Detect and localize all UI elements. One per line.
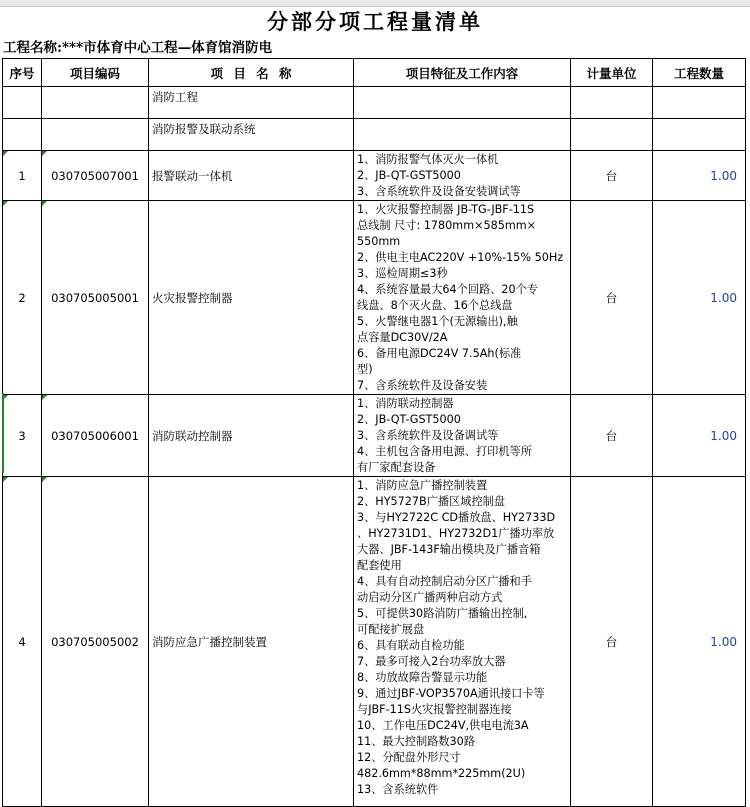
desc-line: 型) <box>357 363 373 376</box>
table-row <box>3 119 746 151</box>
desc-line: 线盘、8个灭火盘、16个总线盘 <box>357 299 513 312</box>
table-row <box>3 477 746 807</box>
desc-line: 2、供电主电AC220V +10%-15% 50Hz <box>357 251 564 264</box>
header-desc[interactable]: 项目特征及工作内容 <box>354 59 571 87</box>
desc-line: 9、通过JBF-VOP3570A通讯接口卡等 <box>357 687 545 700</box>
desc-line: 配套使用 <box>357 559 402 572</box>
table-row <box>3 395 746 477</box>
seq-cell[interactable]: 3 <box>3 395 42 477</box>
desc-line: 1、火灾报警控制器 JB-TG-JBF-11S <box>357 203 535 216</box>
desc-line: 6、备用电源DC24V 7.5Ah(标准 <box>357 347 522 360</box>
header-unit[interactable]: 计量单位 <box>571 59 653 87</box>
qty-cell[interactable]: 1.00 <box>653 395 746 477</box>
seq-cell[interactable] <box>3 87 42 119</box>
desc-cell[interactable] <box>354 477 571 807</box>
unit-cell[interactable] <box>571 119 653 151</box>
desc-line: 3、巡检周期≤3秒 <box>357 267 448 280</box>
seq-cell[interactable]: 1 <box>3 151 42 201</box>
project-name: 工程名称:***市体育中心工程—体育馆消防电 <box>3 40 273 56</box>
desc-cell[interactable] <box>354 201 571 395</box>
desc-line: 11、最大控制路数30路 <box>357 735 475 748</box>
desc-line: 2、HY5727B广播区域控制盘 <box>357 495 506 508</box>
desc-line: 7、最多可接入2台功率放大器 <box>357 655 506 668</box>
desc-line: 550mm <box>357 235 401 248</box>
qty-cell[interactable]: 1.00 <box>653 151 746 201</box>
selection-indicator <box>2 393 4 473</box>
table-row <box>3 201 746 395</box>
desc-line: 与JBF-11S火灾报警控制器连接 <box>357 703 512 716</box>
qty-cell[interactable] <box>653 87 746 119</box>
desc-line: 点容量DC30V/2A <box>357 331 448 344</box>
qty-cell[interactable]: 1.00 <box>653 477 746 807</box>
desc-line: 总线制 尺寸: 1780mm×585mm× <box>357 219 536 232</box>
desc-line: 4、主机包含备用电源、打印机等所 <box>357 445 532 458</box>
qty-cell[interactable] <box>653 119 746 151</box>
seq-cell[interactable] <box>3 119 42 151</box>
code-cell[interactable]: 030705005002 <box>42 477 149 807</box>
desc-line: 8、功放故障告警显示功能 <box>357 671 488 684</box>
unit-cell[interactable]: 台 <box>571 477 653 807</box>
desc-line: 12、分配盘外形尺寸 <box>357 751 461 764</box>
desc-line: 动启动分区广播两种启动方式 <box>357 591 503 604</box>
table-row <box>3 151 746 201</box>
desc-line: 、HY2731D1、HY2732D1广播功率放 <box>357 527 555 540</box>
desc-line: 4、系统容量最大64个回路、20个专 <box>357 283 539 296</box>
desc-line: 有厂家配套设备 <box>357 461 436 474</box>
desc-cell[interactable] <box>354 151 571 201</box>
unit-cell[interactable] <box>571 87 653 119</box>
name-cell[interactable]: 消防工程 <box>149 87 354 119</box>
seq-cell[interactable]: 2 <box>3 201 42 395</box>
unit-cell[interactable]: 台 <box>571 151 653 201</box>
desc-cell[interactable] <box>354 395 571 477</box>
desc-cell[interactable] <box>354 119 571 151</box>
header-qty[interactable]: 工程数量 <box>653 59 746 87</box>
name-cell[interactable]: 消防联动控制器 <box>149 395 354 477</box>
desc-line: 10、工作电压DC24V,供电电流3A <box>357 719 529 732</box>
unit-cell[interactable]: 台 <box>571 201 653 395</box>
unit-cell[interactable]: 台 <box>571 395 653 477</box>
desc-line: 1、消防应急广播控制装置 <box>357 479 488 492</box>
header-seq[interactable]: 序号 <box>3 59 42 87</box>
table-row <box>3 87 746 119</box>
code-cell[interactable] <box>42 87 149 119</box>
desc-line: 1、消防联动控制器 <box>357 397 454 410</box>
desc-line: 2、JB-QT-GST5000 <box>357 169 461 182</box>
desc-line: 5、可提供30路消防广播输出控制, <box>357 607 528 620</box>
desc-line: 13、含系统软件 <box>357 783 439 796</box>
code-cell[interactable] <box>42 119 149 151</box>
code-cell[interactable]: 030705006001 <box>42 395 149 477</box>
name-cell[interactable]: 报警联动一体机 <box>149 151 354 201</box>
desc-line: 大器、JBF-143F输出模块及广播音箱 <box>357 543 541 556</box>
header-row <box>3 59 746 87</box>
qty-cell[interactable]: 1.00 <box>653 201 746 395</box>
desc-line: 4、具有自动控制启动分区广播和手 <box>357 575 532 588</box>
desc-line: 可配接扩展盘 <box>357 623 425 636</box>
page-title: 分部分项工程量清单 <box>267 9 483 34</box>
code-cell[interactable]: 030705005001 <box>42 201 149 395</box>
desc-line: 3、与HY2722C CD播放盘、HY2733D <box>357 511 556 524</box>
desc-line: 2、JB-QT-GST5000 <box>357 413 461 426</box>
code-cell[interactable]: 030705007001 <box>42 151 149 201</box>
desc-line: 5、火警继电器1个(无源输出),触 <box>357 315 518 328</box>
bill-of-quantities-table <box>2 58 746 807</box>
desc-line: 1、消防报警气体灭火一体机 <box>357 153 499 166</box>
desc-cell[interactable] <box>354 87 571 119</box>
header-code[interactable]: 项目编码 <box>42 59 149 87</box>
name-cell[interactable]: 消防应急广播控制装置 <box>149 477 354 807</box>
desc-line: 3、含系统软件及设备调试等 <box>357 429 499 442</box>
desc-line: 7、含系统软件及设备安装 <box>357 379 488 392</box>
name-cell[interactable]: 火灾报警控制器 <box>149 201 354 395</box>
header-name[interactable]: 项 目 名 称 <box>149 59 354 87</box>
desc-line: 482.6mm*88mm*225mm(2U) <box>357 767 526 780</box>
desc-line: 6、具有联动自检功能 <box>357 639 465 652</box>
seq-cell[interactable]: 4 <box>3 477 42 807</box>
desc-line: 3、含系统软件及设备安装调试等 <box>357 185 521 198</box>
name-cell[interactable]: 消防报警及联动系统 <box>149 119 354 151</box>
